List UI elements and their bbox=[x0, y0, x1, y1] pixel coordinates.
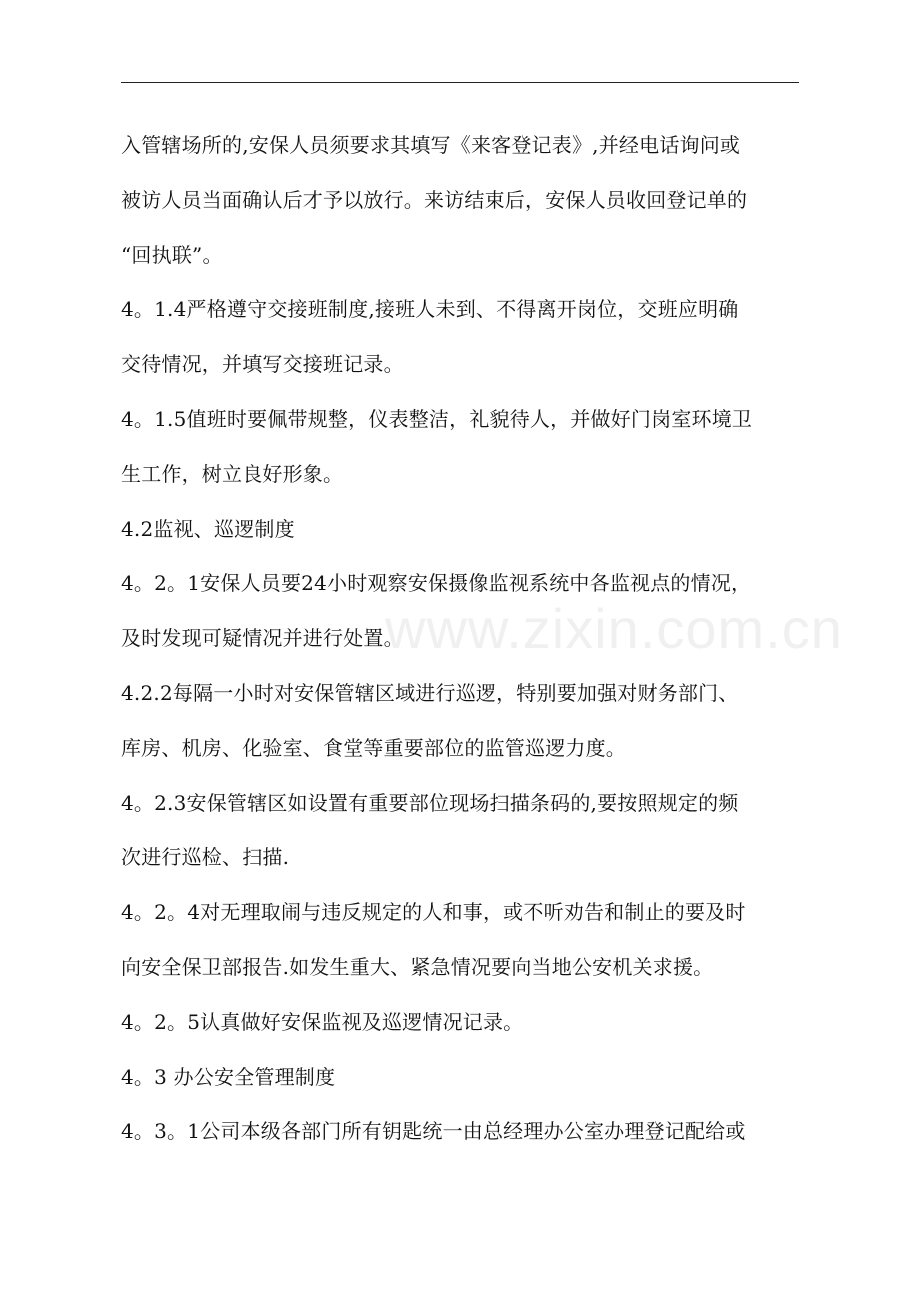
text-line: 4。2。5认真做好安保监视及巡逻情况记录。 bbox=[121, 1009, 524, 1034]
text-line: 4。2。4对无理取闹与违反规定的人和事，或不听劝告和制止的要及时 bbox=[121, 900, 746, 925]
text-line: 4。3。1公司本级各部门所有钥匙统一由总经理办公室办理登记配给或 bbox=[121, 1119, 746, 1144]
text-line: 次进行巡检、扫描. bbox=[121, 845, 290, 870]
text-line: 4。2.3安保管辖区如设置有重要部位现场扫描条码的,要按照规定的频 bbox=[121, 790, 739, 815]
text-line: 4.2.2每隔一小时对安保管辖区域进行巡逻，特别要加强对财务部门、 bbox=[121, 680, 739, 705]
section-heading: 4。3 办公安全管理制度 bbox=[121, 1064, 336, 1089]
text-line: “回执联”。 bbox=[121, 242, 223, 267]
watermark: www.zixin.com.cn bbox=[385, 597, 843, 660]
text-line: 生工作，树立良好形象。 bbox=[121, 461, 344, 486]
text-line: 被访人员当面确认后才予以放行。来访结束后，安保人员收回登记单的 bbox=[121, 187, 748, 212]
text-line: 向安全保卫部报告.如发生重大、紧急情况要向当地公安机关求援。 bbox=[121, 954, 714, 979]
document-body bbox=[121, 118, 811, 1159]
text-line: 及时发现可疑情况并进行处置。 bbox=[121, 626, 404, 651]
text-line: 库房、机房、化验室、食堂等重要部位的监管巡逻力度。 bbox=[121, 735, 626, 760]
text-line: 4。1.4严格遵守交接班制度,接班人未到、不得离开岗位，交班应明确 bbox=[121, 297, 739, 322]
text-line: 4。2。1安保人员要24小时观察安保摄像监视系统中各监视点的情况， bbox=[121, 571, 752, 596]
section-heading: 4.2监视、巡逻制度 bbox=[121, 516, 295, 541]
text-line: 4。1.5值班时要佩带规整，仪表整洁，礼貌待人，并做好门岗室环境卫 bbox=[121, 406, 753, 431]
text-line: 交待情况，并填写交接班记录。 bbox=[121, 352, 404, 377]
header-divider bbox=[121, 82, 799, 83]
text-line: 入管辖场所的,安保人员须要求其填写《来客登记表》,并经电话询问或 bbox=[121, 133, 741, 157]
